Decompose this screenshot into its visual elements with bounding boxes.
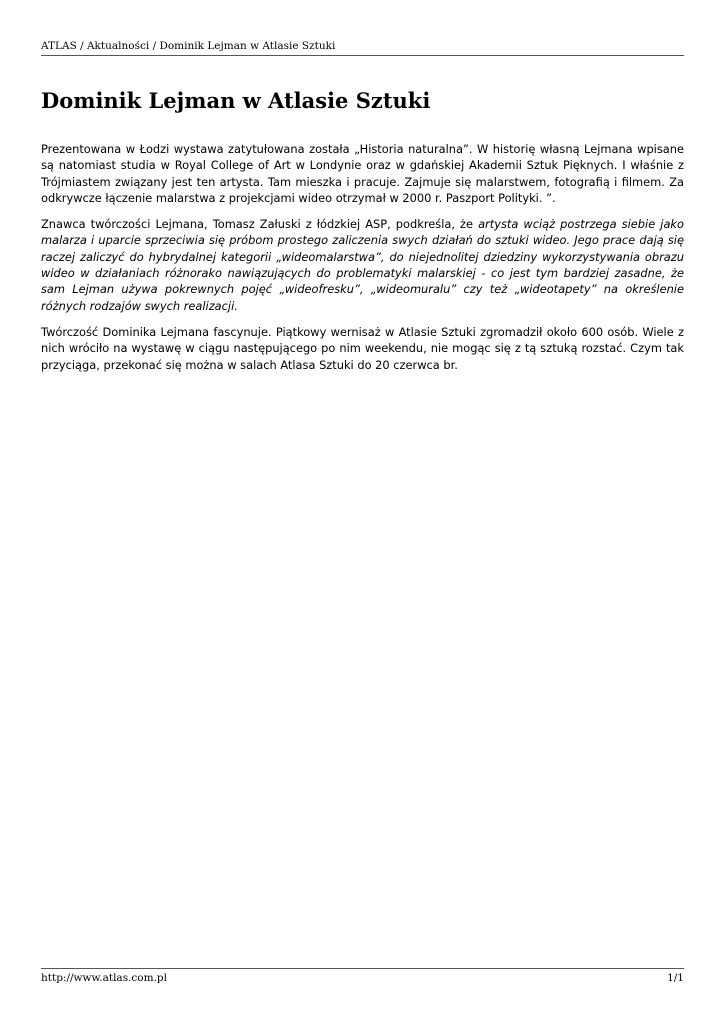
footer-url: http://www.atlas.com.pl bbox=[41, 972, 167, 984]
page-footer bbox=[41, 968, 684, 985]
page-number: 1/1 bbox=[667, 972, 684, 984]
page-header bbox=[41, 40, 684, 56]
article-body bbox=[41, 141, 684, 383]
paragraph-2-intro: Znawca twórczości Lejmana, Tomasz Załuski z łódzkiej ASP, podkreśla, że bbox=[41, 217, 479, 232]
breadcrumb: ATLAS / Aktualności / Dominik Lejman w Atlasie Sztuki bbox=[41, 40, 336, 52]
article-paragraph-2 bbox=[41, 216, 684, 314]
article-paragraph-1: Prezentowana w Łodzi wystawa zatytułowana została „Historia naturalna”. W historię własną Lejmana wpisane są natomiast studia w Royal College of Art w Londynie oraz w gdańskiej Akademii Sztuk Pięknych. I właśnie z Trójmiastem związany jest ten artysta. Tam mieszka i pracuje. Zajmuje się malarstwem, fotografią i filmem. Za odkrywcze łączenie malarstwa z projekcjami wideo otrzymał w 2000 r. Paszport Polityki. ”. bbox=[41, 142, 684, 205]
page-title: Dominik Lejman w Atlasie Sztuki bbox=[41, 88, 431, 113]
article-paragraph-3: Twórczość Dominika Lejmana fascynuje. Piątkowy wernisaż w Atlasie Sztuki zgromadził około 600 osób. Wiele z nich wróciło na wystawę w ciągu następującego po nim weekendu, nie mogąc się z tą sztuką rozstać. Czym tak przyciąga, przekonać się można w salach Atlasa Sztuki do 20 czerwca br. bbox=[41, 324, 684, 372]
paragraph-2-quote: artysta wciąż postrzega siebie jako malarza i uparcie sprzeciwia się próbom prostego zaliczenia swych działań do sztuki wideo. Jego prace dają się raczej zaliczyć do hybrydalnej kategorii „wideomalarstwa”, do niejednolitej dziedziny wykorzystywania obrazu wideo w działaniach różnorako nawiązujących do problematyki malarskiej - co jest tym bardziej zasadne, że sam Lejman używa pokrewnych pojęć „wideofresku”, „wideomuralu” czy też „wideotapety” na określenie różnych rodzajów swych realizacji. bbox=[41, 217, 684, 313]
